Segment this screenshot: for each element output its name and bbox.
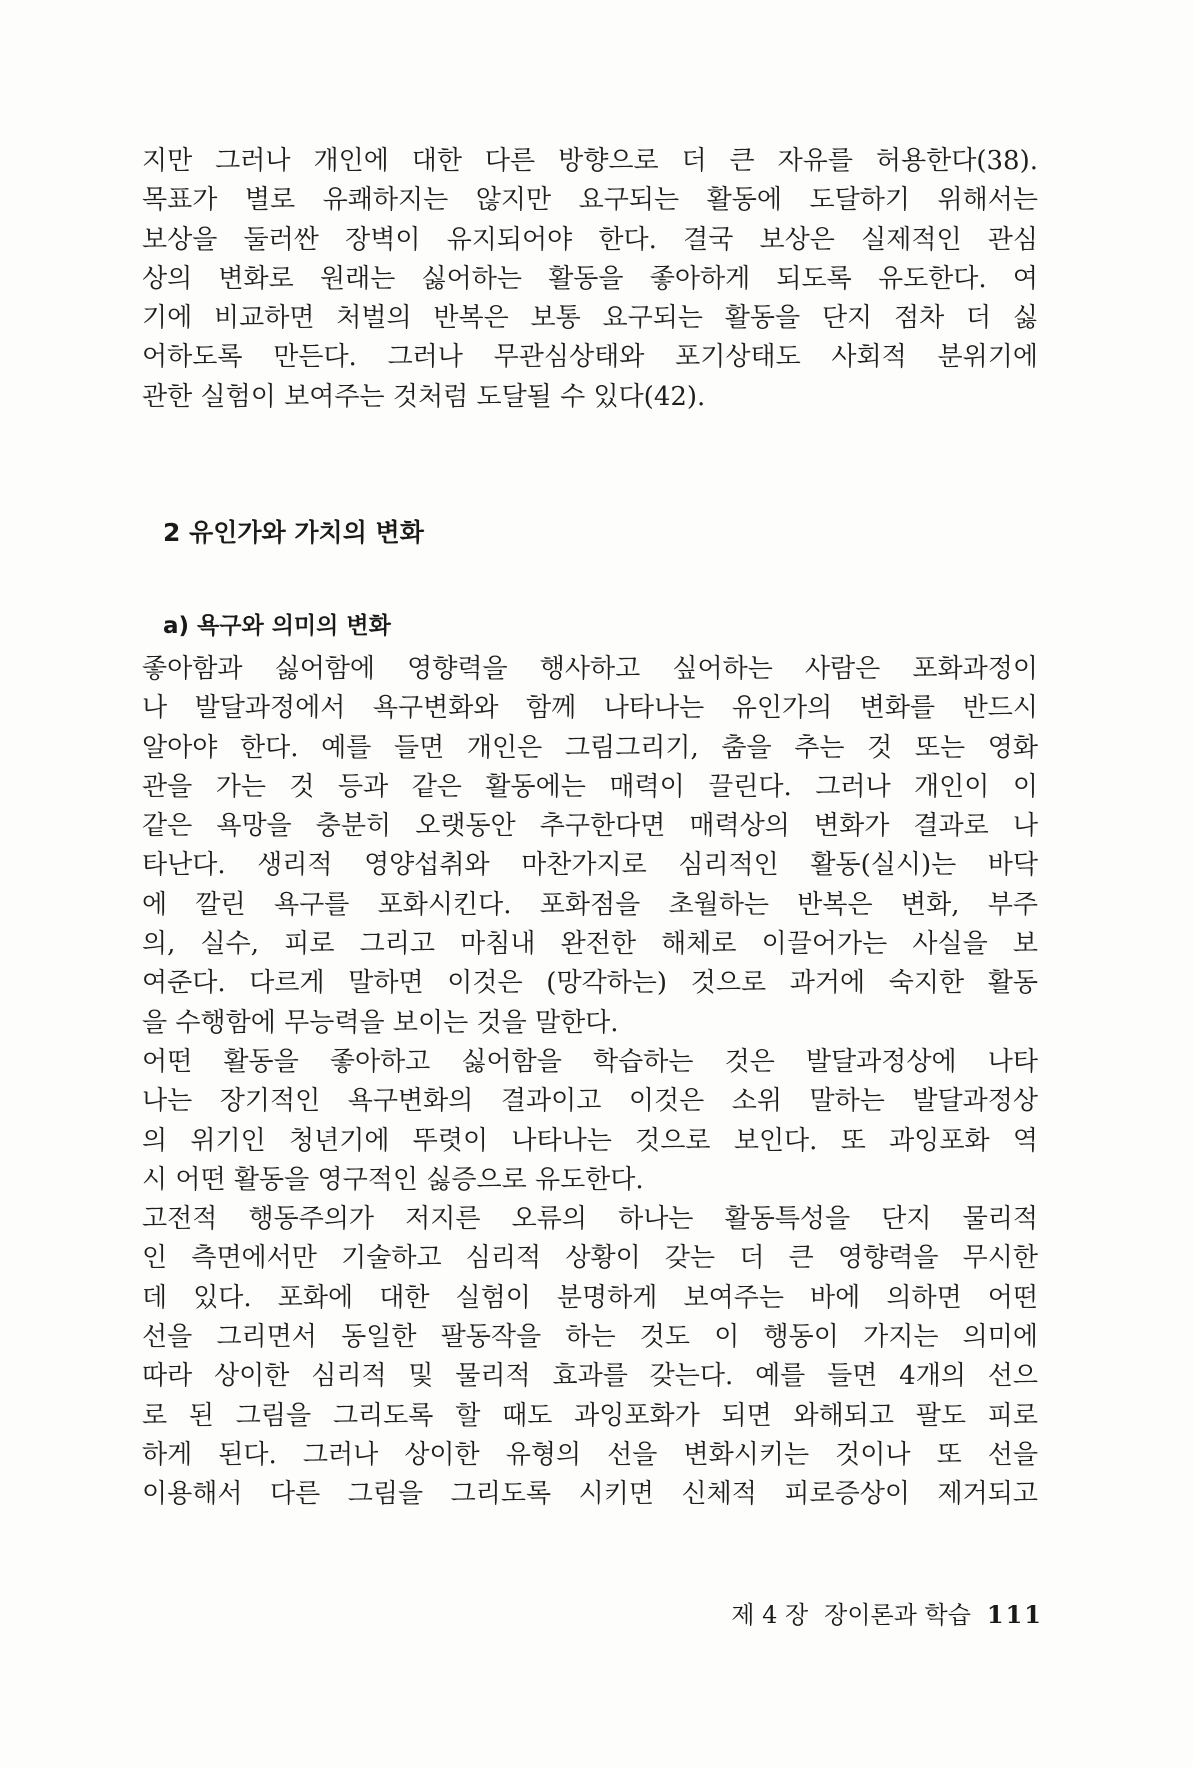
text-line: 목표가 별로 유쾌하지는 않지만 요구되는 활동에 도달하기 위해서는 bbox=[142, 185, 1038, 216]
text-line: 어하도록 만든다. 그러나 무관심상태와 포기상태도 사회적 분위기에 bbox=[142, 342, 1038, 373]
text-line: 상의 변화로 원래는 싫어하는 활동을 좋아하게 되도록 유도한다. 여 bbox=[142, 263, 1038, 294]
text-line: 의 위기인 청년기에 뚜렷이 나타나는 것으로 보인다. 또 과잉포화 역 bbox=[142, 1125, 1038, 1156]
text-line: 을 수행함에 무능력을 보이는 것을 말한다. bbox=[142, 1007, 619, 1038]
sub-heading: a) 욕구와 의미의 변화 bbox=[163, 613, 391, 639]
text-line: 관을 가는 것 등과 같은 활동에는 매력이 끌린다. 그러나 개인이 이 bbox=[142, 771, 1038, 802]
text-line: 고전적 행동주의가 저지른 오류의 하나는 활동특성을 단지 물리적 bbox=[142, 1204, 1038, 1235]
paragraph-top bbox=[142, 142, 1038, 417]
text-line: 하게 된다. 그러나 상이한 유형의 선을 변화시키는 것이나 또 선을 bbox=[142, 1439, 1038, 1470]
text-line: 시 어떤 활동을 영구적인 싫증으로 유도한다. bbox=[142, 1164, 644, 1195]
paragraph-body bbox=[142, 650, 1038, 1515]
page-number: 111 bbox=[986, 1600, 1043, 1629]
chapter-label: 제 4 장 bbox=[731, 1601, 809, 1629]
text-line: 타난다. 생리적 영양섭취와 마찬가지로 심리적인 활동(실시)는 바닥 bbox=[142, 850, 1038, 881]
page-footer bbox=[731, 1600, 1043, 1630]
text-line: 알아야 한다. 예를 들면 개인은 그림그리기, 춤을 추는 것 또는 영화 bbox=[142, 732, 1038, 763]
text-line: 여준다. 다르게 말하면 이것은 (망각하는) 것으로 과거에 숙지한 활동 bbox=[142, 968, 1038, 999]
text-line: 이용해서 다른 그림을 그리도록 시키면 신체적 피로증상이 제거되고 bbox=[142, 1479, 1038, 1510]
text-line: 따라 상이한 심리적 및 물리적 효과를 갖는다. 예를 들면 4개의 선으 bbox=[142, 1361, 1038, 1392]
text-line: 데 있다. 포화에 대한 실험이 분명하게 보여주는 바에 의하면 어떤 bbox=[142, 1282, 1038, 1313]
text-line: 관한 실험이 보여주는 것처럼 도달될 수 있다(42). bbox=[142, 381, 706, 412]
text-line: 의, 실수, 피로 그리고 마침내 완전한 해체로 이끌어가는 사실을 보 bbox=[142, 929, 1038, 960]
text-line: 나는 장기적인 욕구변화의 결과이고 이것은 소위 말하는 발달과정상 bbox=[142, 1086, 1038, 1117]
text-line: 같은 욕망을 충분히 오랫동안 추구한다면 매력상의 변화가 결과로 나 bbox=[142, 811, 1038, 842]
text-line: 인 측면에서만 기술하고 심리적 상황이 갖는 더 큰 영향력을 무시한 bbox=[142, 1243, 1038, 1274]
text-line: 보상을 둘러싼 장벽이 유지되어야 한다. 결국 보상은 실제적인 관심 bbox=[142, 224, 1038, 255]
text-line: 선을 그리면서 동일한 팔동작을 하는 것도 이 행동이 가지는 의미에 bbox=[142, 1322, 1038, 1353]
text-line: 로 된 그림을 그리도록 할 때도 과잉포화가 되면 와해되고 팔도 피로 bbox=[142, 1400, 1038, 1431]
text-line: 에 깔린 욕구를 포화시킨다. 포화점을 초월하는 반복은 변화, 부주 bbox=[142, 889, 1038, 920]
chapter-title: 장이론과 학습 bbox=[824, 1601, 971, 1629]
text-line: 어떤 활동을 좋아하고 싫어함을 학습하는 것은 발달과정상에 나타 bbox=[142, 1046, 1038, 1077]
section-heading: 2 유인가와 가치의 변화 bbox=[163, 518, 424, 547]
text-line: 나 발달과정에서 욕구변화와 함께 나타나는 유인가의 변화를 반드시 bbox=[142, 693, 1038, 724]
text-line: 기에 비교하면 처벌의 반복은 보통 요구되는 활동을 단지 점차 더 싫 bbox=[142, 303, 1038, 334]
text-line: 좋아함과 싫어함에 영향력을 행사하고 싶어하는 사람은 포화과정이 bbox=[142, 654, 1038, 684]
text-line: 지만 그러나 개인에 대한 다른 방향으로 더 큰 자유를 허용한다(38). bbox=[142, 146, 1038, 176]
